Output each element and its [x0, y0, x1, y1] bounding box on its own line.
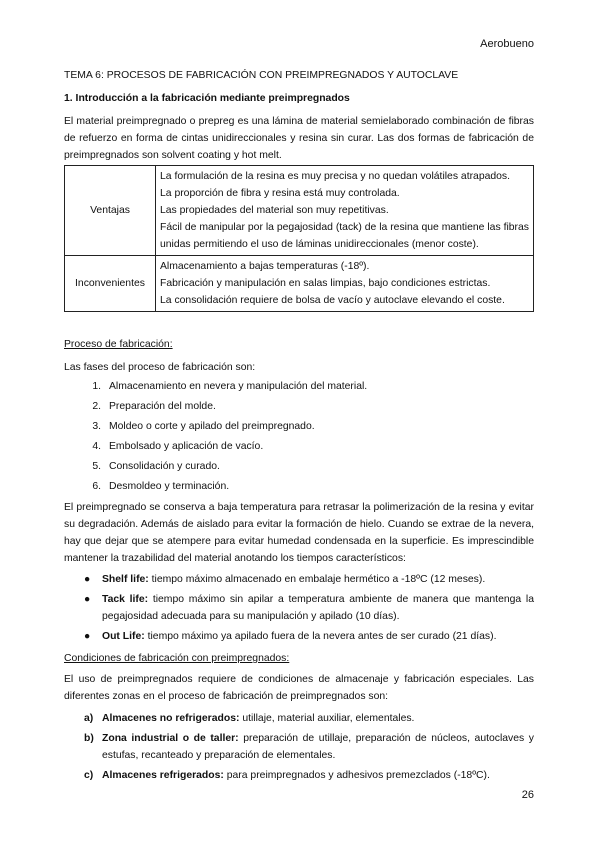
ventajas-cell	[156, 166, 534, 256]
list-item: 4. Embolsado y aplicación de vacío.	[92, 441, 264, 452]
zonas-list	[64, 710, 534, 787]
bullet-icon: ●	[84, 594, 91, 605]
list-item: 1. Almacenamiento en nevera y manipulación del material.	[92, 381, 368, 392]
list-item: ● Out Life: tiempo máximo ya apilado fuera de la nevera antes de ser curado (21 días).	[64, 628, 534, 645]
page-number: 26	[521, 789, 534, 801]
list-item: a) Almacenes no refrigerados: utillaje, material auxiliar, elementales.	[84, 713, 415, 724]
section-heading: 1. Introducción a la fabricación mediante preimpregnados	[64, 93, 350, 104]
condiciones-heading: Condiciones de fabricación con preimpregnados:	[64, 653, 290, 664]
proceso-heading: Proceso de fabricación:	[64, 339, 173, 350]
inconveniente-item: La consolidación requiere de bolsa de vacío y autoclave elevando el coste.	[160, 295, 505, 306]
list-item: 5. Consolidación y curado.	[92, 461, 220, 472]
table-row-ventajas	[65, 166, 534, 256]
proceso-paragraph: El preimpregnado se conserva a baja temperatura para retrasar la polimerización de la resina y evitar su degradación. Además de aislado para evitar la formación de hielo. Cuando se extrae de la nevera, hay que dejar que se atempere para evitar humedad condensada en la superficie. Es imprescindible mantener la trazabilidad del material anotando los tiempos característicos:	[64, 502, 534, 564]
ventaja-item: La proporción de fibra y resina está muy controlada.	[160, 188, 400, 199]
ventajas-inconvenientes-table	[64, 165, 534, 312]
inconvenientes-cell	[156, 256, 534, 312]
list-item: 3. Moldeo o corte y apilado del preimpregnado.	[92, 421, 315, 432]
ventaja-item: La formulación de la resina es muy precisa y no quedan volátiles atrapados.	[160, 171, 511, 182]
list-item: b) Zona industrial o de taller: preparación de utillaje, preparación de núcleos, autoclaves y estufas, recanteado y preparación de elementales.	[84, 733, 534, 761]
proceso-steps-list	[64, 378, 367, 498]
bullet-icon: ●	[84, 574, 91, 585]
ventaja-item: Fácil de manipular por la pegajosidad (tack) de la resina que mantiene las fibras unidas permitiendo el uso de láminas unidireccionales (menor coste).	[160, 222, 529, 250]
inconveniente-item: Fabricación y manipulación en salas limpias, bajo condiciones estrictas.	[160, 278, 491, 289]
ventajas-label: Ventajas	[65, 166, 156, 256]
condiciones-paragraph: El uso de preimpregnados requiere de condiciones de almacenaje y fabricación especiales. Las diferentes zonas en el proceso de fabricación de preimpregnados son:	[64, 674, 534, 702]
list-item: 2. Preparación del molde.	[92, 401, 216, 412]
tiempos-list	[64, 571, 534, 648]
inconveniente-item: Almacenamiento a bajas temperaturas (-18º).	[160, 261, 370, 272]
tema-title: TEMA 6: PROCESOS DE FABRICACIÓN CON PREIMPREGNADOS Y AUTOCLAVE	[64, 70, 459, 81]
list-item: ● Tack life: tiempo máximo sin apilar a temperatura ambiente de manera que mantenga la pegajosidad adecuada para su manipulación y apilado (10 días).	[64, 591, 534, 625]
proceso-lead: Las fases del proceso de fabricación son:	[64, 362, 256, 373]
list-item: ● Shelf life: tiempo máximo almacenado en embalaje hermético a -18ºC (12 meses).	[64, 571, 534, 588]
inconvenientes-label: Inconvenientes	[65, 256, 156, 312]
intro-paragraph: El material preimpregnado o prepreg es una lámina de material semielaborado combinación de fibras de refuerzo en forma de cintas unidireccionales y resina sin curar. Las dos formas de fabricación de preimpregnados son solvent coating y hot melt.	[64, 116, 534, 161]
bullet-icon: ●	[84, 631, 91, 642]
ventaja-item: Las propiedades del material son muy repetitivas.	[160, 205, 389, 216]
list-item: c) Almacenes refrigerados: para preimpregnados y adhesivos premezclados (-18ºC).	[84, 770, 490, 781]
list-item: 6. Desmoldeo y terminación.	[92, 481, 230, 492]
table-row-inconvenientes	[65, 256, 534, 312]
header-author: Aerobueno	[480, 38, 534, 50]
